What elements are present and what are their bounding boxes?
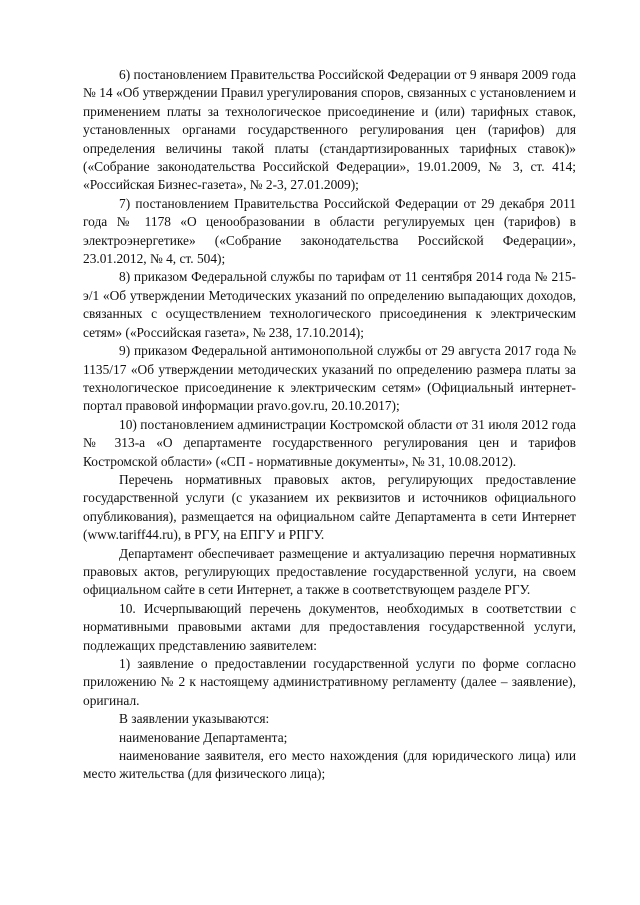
paragraph-department-updates-list: Департамент обеспечивает размещение и актуализацию перечня нормативных правовых актов, регулирующих предоставление государственной услуги, на своем официальном сайте в сети Интернет, а также в соответствующем разделе РГУ. xyxy=(83,545,576,598)
paragraph-item-8-tariff-service-order: 8) приказом Федеральной службы по тарифам от 11 сентября 2014 года № 215-э/1 «Об утверждении Методических указаний по определению выпадающих доходов, связанных с осуществлением технологического присоединения к электрическим сетям» («Российская газета», № 238, 17.10.2014); xyxy=(83,269,576,340)
paragraph-legal-acts-list-publication: Перечень нормативных правовых актов, регулирующих предоставление государственной услуги (с указанием их реквизитов и источников официального опубликования), размещается на официальном сайте Департамента в сети Интернет (www.tariff44.ru), в РГУ, на ЕПГУ и РПГУ. xyxy=(83,471,576,543)
paragraph-application-contents-intro: В заявлении указываются: xyxy=(119,711,270,727)
paragraph-application-form: 1) заявление о предоставлении государственной услуги по форме согласно приложению № 2 к настоящему административному регламенту (далее – заявление), оригинал. xyxy=(83,656,576,708)
paragraph-applicant-name-location: наименование заявителя, его место нахождения (для юридического лица) или место жительства (для физического лица); xyxy=(83,748,576,782)
document-body xyxy=(83,66,576,784)
paragraph-item-7-government-decree-2011: 7) постановлением Правительства Российской Федерации от 29 декабря 2011 года № 1178 «О ценообразовании в области регулируемых цен (тарифов) в электроэнергетике» («Собрание законодательства Российской Федерации», 23.01.2012, № 4, ст. 504); xyxy=(83,195,576,267)
paragraph-item-10-kostroma-administration-decree: 10) постановлением администрации Костромской области от 31 июля 2012 года № 313-а «О департаменте государственного регулирования цен и тарифов Костромской области» («СП - нормативные документы», № 31, 10.08.2012). xyxy=(83,416,576,469)
paragraph-section-10-required-documents: 10. Исчерпывающий перечень документов, необходимых в соответствии с нормативными правовыми актами для предоставления государственной услуги, подлежащих представлению заявителем: xyxy=(83,600,576,653)
paragraph-department-name: наименование Департамента; xyxy=(119,729,288,745)
paragraph-item-6-government-decree-2009: 6) постановлением Правительства Российской Федерации от 9 января 2009 года № 14 «Об утверждении Правил урегулирования споров, связанных с установлением и применением платы за технологическое присоединение и (или) тарифных ставок, установленных органами государственного регулирования цен (тарифов) для определения величины такой платы (стандартизированных тарифных ставок)» («Собрание законодательства Российской Федерации», 19.01.2009, № 3, ст. 414; «Российская Бизнес-газета», № 2-3, 27.01.2009); xyxy=(83,67,576,193)
paragraph-item-9-antimonopoly-service-order: 9) приказом Федеральной антимонопольной службы от 29 августа 2017 года № 1135/17 «Об утверждении методических указаний по определению размера платы за технологическое присоединение к электрическим сетям» (Официальный интернет-портал правовой информации pravo.gov.ru, 20.10.2017); xyxy=(83,343,576,414)
